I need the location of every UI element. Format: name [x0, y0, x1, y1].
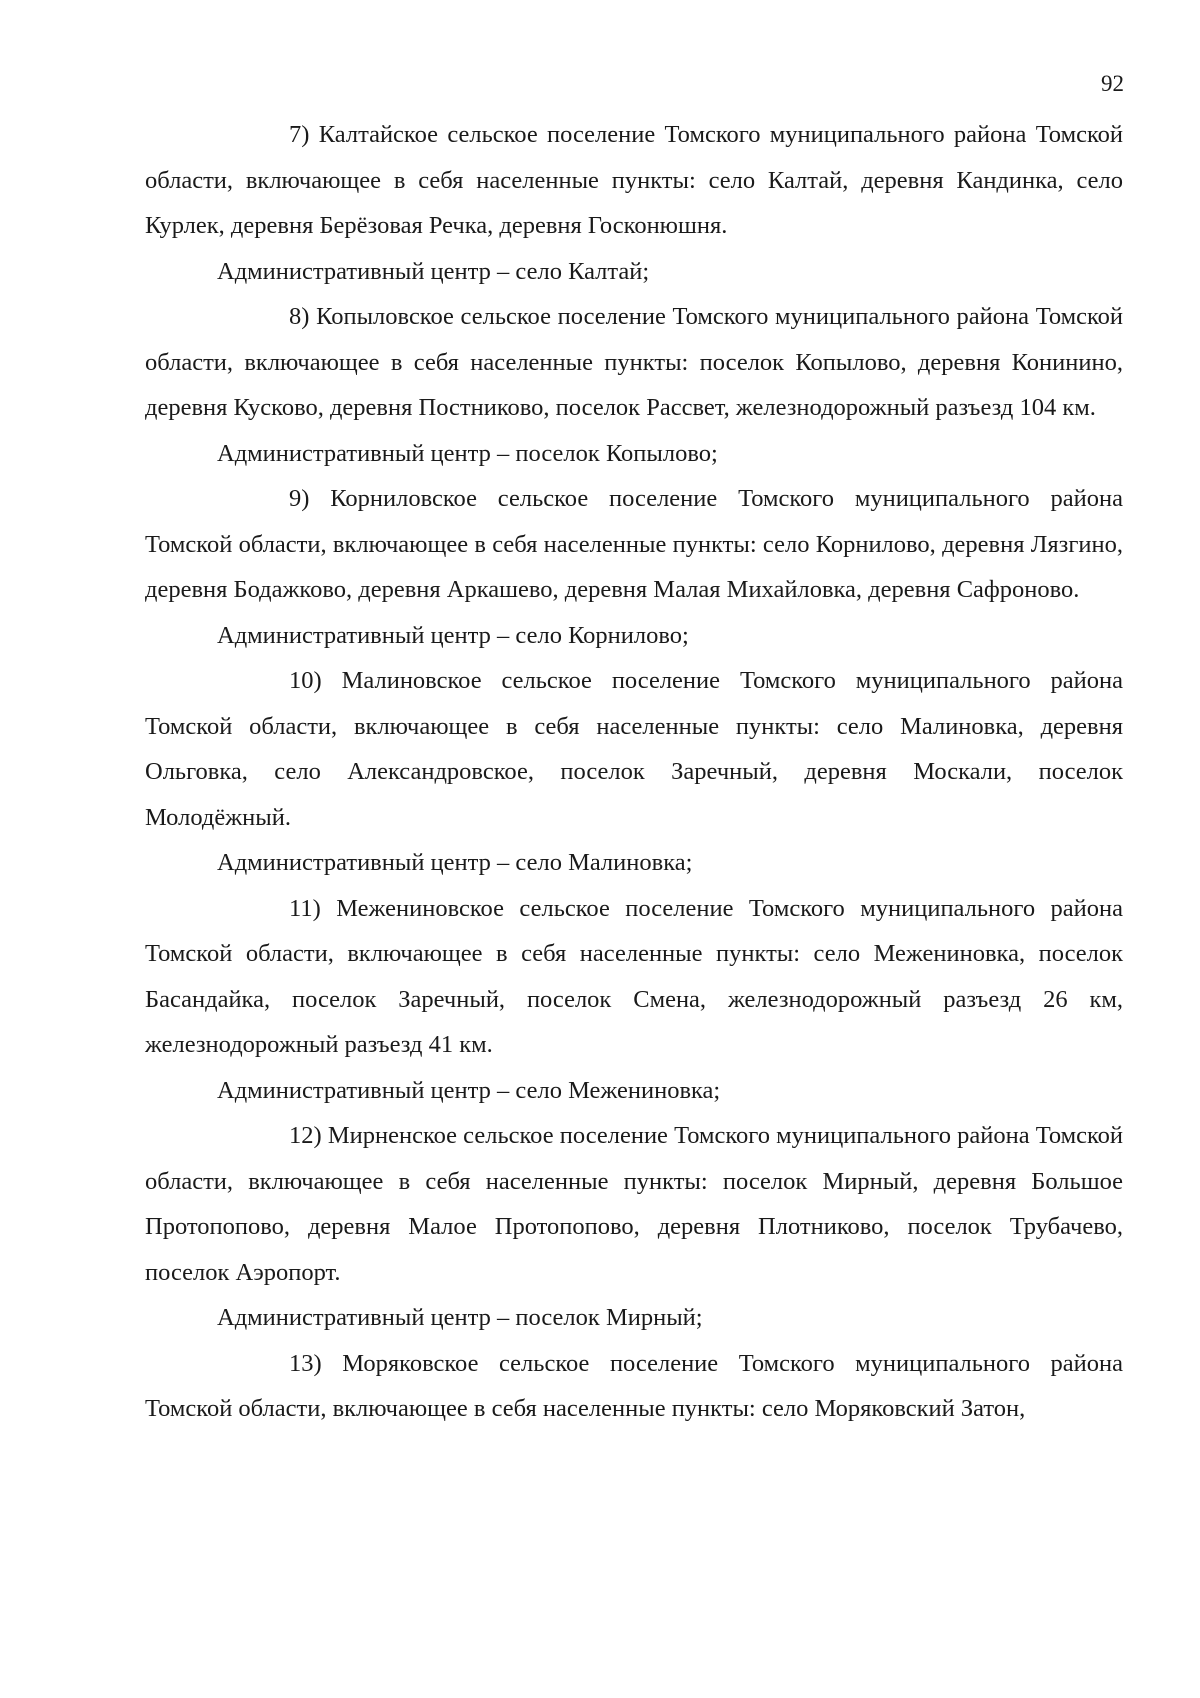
admin-center-line: Административный центр – село Межениновка; — [217, 1076, 721, 1104]
item-number: 8) — [289, 303, 310, 330]
list-item-settlement-10 — [145, 658, 1123, 840]
item-number: 10) — [289, 667, 322, 694]
item-number: 13) — [289, 1349, 322, 1377]
admin-center-line: Административный центр – село Корнилово; — [217, 621, 689, 649]
item-text: Моряковское сельское поселение Томского муниципального района Томской области, включающее в себя населенные пункты: село Моряковский Затон, — [145, 1349, 1123, 1422]
item-text: Мирненское сельское поселение Томского муниципального района Томской области, включающее в себя населенные пункты: поселок Мирный, деревня Большое Протопопово, деревня Малое Протопопово, деревня Плотниково, поселок Трубачево, поселок Аэропорт. — [145, 1122, 1124, 1286]
admin-center-line: Административный центр – поселок Копылово; — [217, 439, 718, 467]
item-text: Малиновское сельское поселение Томского муниципального района Томской области, включающее в себя населенные пункты: село Малиновка, деревня Ольговка, село Александровское, поселок Заречный, деревня Москали, поселок Молодёжный. — [145, 667, 1124, 831]
item-text: Калтайское сельское поселение Томского муниципального района Томской области, включающее в себя населенные пункты: село Калтай, деревня Кандинка, село Курлек, деревня Берёзовая Речка, деревня Госконюшня. — [145, 121, 1123, 239]
admin-center-line: Административный центр – село Малиновка; — [217, 849, 693, 876]
list-item-settlement-11 — [145, 886, 1123, 1068]
item-number: 12) — [289, 1122, 322, 1149]
admin-center-line: Административный центр – село Калтай; — [217, 257, 650, 285]
item-text: Копыловское сельское поселение Томского муниципального района Томской области, включающее в себя населенные пункты: поселок Копылово, деревня Конинино, деревня Кусково, деревня Постниково, поселок Рассвет, железнодорожный разъезд 104 км. — [145, 303, 1124, 421]
item-text: Межениновское сельское поселение Томского муниципального района Томской области, включающее в себя населенные пункты: село Межениновка, поселок Басандайка, поселок Заречный, поселок Смена, железнодорожный разъезд 26 км, железнодорожный разъезд 41 км. — [145, 894, 1124, 1058]
list-item-settlement-13 — [145, 1341, 1123, 1432]
admin-center-line: Административный центр – поселок Мирный; — [217, 1304, 703, 1331]
item-text: Корниловское сельское поселение Томского муниципального района Томской области, включающее в себя населенные пункты: село Корнилово, деревня Лязгино, деревня Бодажково, деревня Аркашево, деревня Малая Михайловка, деревня Сафроново. — [145, 485, 1123, 603]
list-item-settlement-9 — [145, 476, 1123, 613]
list-item-settlement-8 — [145, 294, 1123, 431]
item-number: 7) — [289, 121, 310, 148]
document-body — [145, 112, 1123, 1432]
item-number: 11) — [289, 894, 321, 922]
item-number: 9) — [289, 485, 310, 512]
page-number: 92 — [1101, 71, 1124, 96]
list-item-settlement-12 — [145, 1113, 1123, 1295]
list-item-settlement-7 — [145, 112, 1123, 249]
